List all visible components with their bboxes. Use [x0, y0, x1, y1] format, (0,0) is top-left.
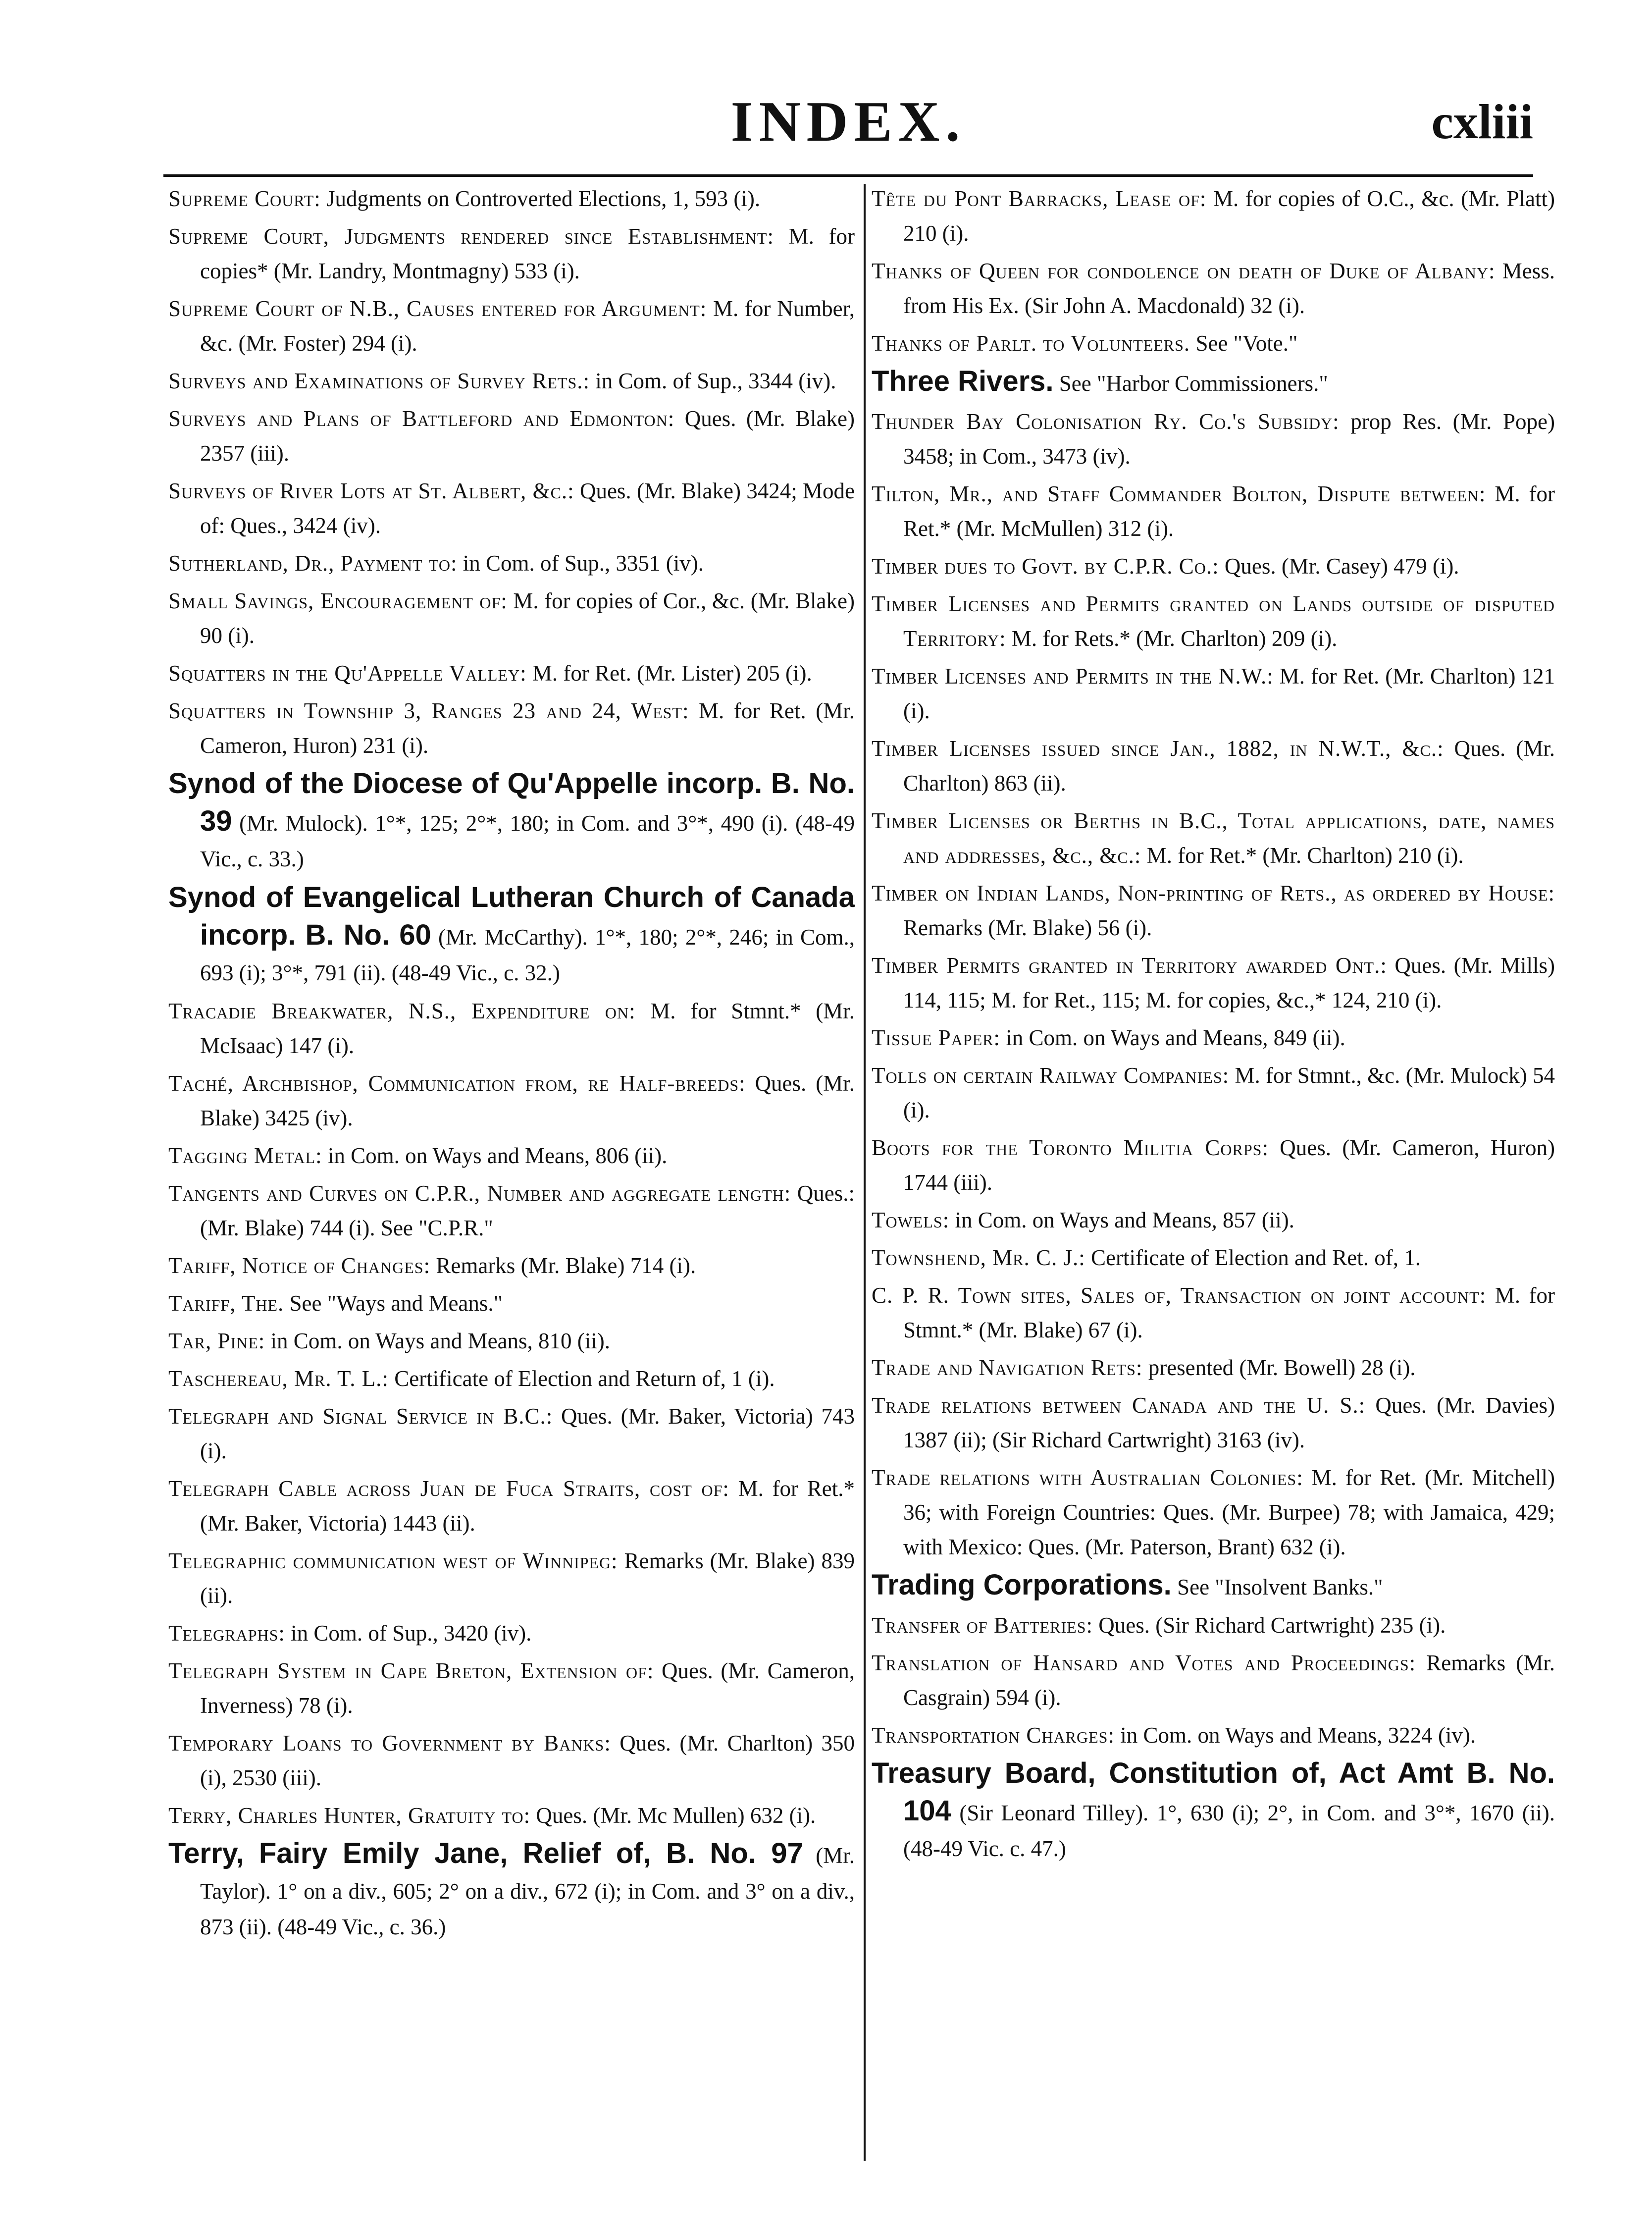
entry-detail: Ques. (Mr. Charlton) 863 (ii).: [903, 736, 1555, 796]
entry-heading: Townshend, Mr. C. J.:: [872, 1245, 1085, 1270]
entry-heading: Transfer of Batteries:: [872, 1613, 1093, 1638]
entry-heading: Tête du Pont Barracks, Lease of:: [872, 186, 1207, 211]
entry-heading: Tissue Paper:: [872, 1025, 1000, 1050]
entry-detail: Remarks (Mr. Blake) 839 (ii).: [200, 1548, 855, 1608]
entry-detail: Ques. (Mr. Blake) 2357 (iii).: [200, 406, 855, 466]
index-entry: [872, 586, 1555, 656]
index-entry: [872, 659, 1555, 728]
entry-detail: See "Insolvent Banks.": [1171, 1575, 1383, 1599]
index-entry: [168, 1248, 855, 1283]
entry-heading: Supreme Court, Judgments rendered since Establishment:: [168, 224, 774, 249]
entry-heading: Supreme Court:: [168, 186, 321, 211]
entry-heading: Temporary Loans to Government by Banks:: [168, 1731, 611, 1756]
index-entry: [168, 1544, 855, 1613]
entry-heading: Tolls on certain Railway Companies:: [872, 1063, 1230, 1088]
entry-detail: Ques. (Mr. Baker, Victoria) 743 (i).: [200, 1404, 855, 1463]
index-entry: [168, 1066, 855, 1135]
entry-heading: Timber Licenses and Permits in the N.W.:: [872, 664, 1274, 689]
entry-heading: Taschereau, Mr. T. L.:: [168, 1366, 389, 1391]
index-entry: [168, 994, 855, 1063]
entry-detail: M. for copies* (Mr. Landry, Montmagny) 533 (i).: [200, 224, 855, 283]
entry-detail: Ques. (Sir Richard Cartwright) 235 (i).: [1093, 1613, 1446, 1638]
entry-detail: Certificate of Election and Ret. of, 1.: [1085, 1245, 1421, 1270]
page-title: INDEX.: [730, 90, 966, 154]
entry-detail: M. for Ret. (Mr. Mitchell) 36; with Foreign Countries: Ques. (Mr. Burpee) 78; with Jamaica, 429; with Mexico: Ques. (Mr. Paterson, Brant) 632 (i).: [903, 1465, 1555, 1559]
entry-detail: Ques. (Mr. Blake) 3424; Mode of: Ques., 3424 (iv).: [200, 479, 855, 538]
entry-heading: Squatters in the Qu'Appelle Valley:: [168, 661, 527, 686]
entry-heading: Tar, Pine:: [168, 1329, 265, 1353]
entry-detail: Judgments on Controverted Elections, 1, 593 (i).: [320, 186, 761, 211]
index-entry: [872, 181, 1555, 251]
entry-detail: Remarks (Mr. Blake) 714 (i).: [430, 1253, 696, 1278]
entry-detail: M. for Stmnt., &c. (Mr. Mulock) 54 (i).: [903, 1063, 1555, 1122]
index-entry: [872, 1058, 1555, 1127]
index-entry: [168, 291, 855, 361]
entry-detail: (Mr. McCarthy). 1°*, 180; 2°*, 246; in Com., 693 (i); 3°*, 791 (ii). (48-49 Vic., c. 32.): [200, 925, 855, 985]
index-entry: [168, 364, 855, 398]
entry-detail: See "Vote.": [1190, 331, 1298, 356]
index-entry: [168, 656, 855, 691]
entry-heading: Tariff, Notice of Changes:: [168, 1253, 431, 1278]
entry-heading: Small Savings, Encouragement of:: [168, 588, 508, 613]
index-entry: [872, 549, 1555, 584]
entry-detail: in Com. on Ways and Means, 810 (ii).: [265, 1329, 611, 1353]
index-entry: [872, 948, 1555, 1017]
index-entry: [168, 1286, 855, 1321]
entry-heading: Towels:: [872, 1208, 950, 1232]
index-entry: [872, 404, 1555, 474]
entry-detail: in Com. on Ways and Means, 3224 (iv).: [1114, 1723, 1476, 1748]
entry-detail: Ques. (Mr. Cameron, Inverness) 78 (i).: [200, 1658, 855, 1718]
entry-detail: Ques.: (Mr. Blake) 744 (i). See "C.P.R.": [200, 1181, 855, 1240]
entry-detail: M. for copies of O.C., &c. (Mr. Platt) 210 (i).: [903, 186, 1555, 246]
index-entry: [168, 219, 855, 288]
index-entry: [168, 1653, 855, 1723]
entry-detail: (Mr. Taylor). 1° on a div., 605; 2° on a div., 672 (i); in Com. and 3° on a div., 873 (ii). (48-49 Vic., c. 36.): [200, 1843, 855, 1939]
index-entry: [872, 1460, 1555, 1564]
index-entry: [168, 474, 855, 543]
entry-heading: Synod of the Diocese of Qu'Appelle incorp. B. No. 39: [168, 767, 855, 837]
entry-detail: (Sir Leonard Tilley). 1°, 630 (i); 2°, in Com. and 3°*, 1670 (ii). (48-49 Vic. c. 47.): [903, 1801, 1555, 1861]
entry-detail: M. for copies of Cor., &c. (Mr. Blake) 90 (i).: [200, 588, 855, 648]
entry-detail: M. for Ret.* (Mr. McMullen) 312 (i).: [903, 481, 1555, 541]
entry-detail: M. for Ret. (Mr. Cameron, Huron) 231 (i).: [200, 698, 855, 758]
index-entry: [168, 1798, 855, 1833]
index-entry: [168, 584, 855, 653]
entry-heading: Thanks of Queen for condolence on death of Duke of Albany:: [872, 259, 1496, 283]
index-entry: [872, 1350, 1555, 1385]
entry-heading: Thunder Bay Colonisation Ry. Co.'s Subsidy:: [872, 409, 1340, 434]
index-entry: [168, 1176, 855, 1245]
entry-detail: in Com. on Ways and Means, 806 (ii).: [322, 1143, 668, 1168]
entry-heading: Three Rivers.: [872, 365, 1054, 397]
index-entry: [872, 1388, 1555, 1457]
index-entry: [168, 766, 855, 877]
index-entry: [168, 693, 855, 763]
entry-detail: in Com. of Sup., 3344 (iv).: [590, 369, 836, 393]
entry-heading: Taché, Archbishop, Communication from, re Half-breeds:: [168, 1071, 746, 1096]
index-entry: [872, 1020, 1555, 1055]
index-entry: [168, 1399, 855, 1468]
entry-heading: Timber Licenses or Berths in B.C., Total applications, date, names and addresses, &c., &c.:: [872, 808, 1555, 868]
entry-heading: Timber Licenses issued since Jan., 1882, in N.W.T., &c.:: [872, 736, 1444, 761]
entry-detail: presented (Mr. Bowell) 28 (i).: [1142, 1355, 1416, 1380]
index-entry: [872, 731, 1555, 800]
entry-detail: in Com. of Sup., 3420 (iv).: [285, 1621, 532, 1646]
entry-detail: in Com. on Ways and Means, 849 (ii).: [1000, 1025, 1345, 1050]
page-number: cxliii: [1431, 94, 1533, 149]
entry-detail: See "Ways and Means.": [284, 1291, 503, 1316]
entry-detail: M. for Ret.* (Mr. Charlton) 210 (i).: [1141, 843, 1464, 868]
entry-detail: (Mr. Mulock). 1°*, 125; 2°*, 180; in Com. and 3°*, 490 (i). (48-49 Vic., c. 33.): [200, 811, 855, 871]
entry-heading: Terry, Fairy Emily Jane, Relief of, B. No. 97: [168, 1837, 803, 1869]
entry-heading: Trade relations with Australian Colonies:: [872, 1465, 1303, 1490]
entry-heading: Translation of Hansard and Votes and Proceedings:: [872, 1650, 1416, 1675]
entry-heading: Trade and Navigation Rets:: [872, 1355, 1143, 1380]
entry-heading: Sutherland, Dr., Payment to:: [168, 551, 458, 576]
entry-detail: Mess. from His Ex. (Sir John A. Macdonald) 32 (i).: [903, 259, 1555, 318]
index-entry: [872, 1240, 1555, 1275]
entry-heading: Surveys and Examinations of Survey Rets.:: [168, 369, 590, 393]
index-entry: [168, 1471, 855, 1541]
entry-detail: M. for Ret.* (Mr. Baker, Victoria) 1443 (ii).: [200, 1476, 855, 1536]
entry-detail: Ques. (Mr. Casey) 479 (i).: [1219, 554, 1459, 579]
entry-detail: Ques. (Mr. Davies) 1387 (ii); (Sir Richard Cartwright) 3163 (iv).: [903, 1393, 1555, 1452]
entry-heading: Tracadie Breakwater, N.S., Expenditure on:: [168, 999, 636, 1023]
entry-detail: in Com. on Ways and Means, 857 (ii).: [949, 1208, 1294, 1232]
entry-detail: M. for Ret. (Mr. Charlton) 121 (i).: [903, 664, 1555, 723]
index-entry: [168, 1616, 855, 1650]
entry-detail: Remarks (Mr. Blake) 56 (i).: [903, 915, 1152, 940]
entry-detail: See "Harbor Commissioners.": [1053, 371, 1328, 396]
entry-heading: Thanks of Parlt. to Volunteers.: [872, 331, 1190, 356]
entry-detail: M. for Number, &c. (Mr. Foster) 294 (i).: [200, 296, 855, 356]
left-column: [168, 181, 855, 2168]
index-entry: [872, 876, 1555, 945]
entry-detail: in Com. of Sup., 3351 (iv).: [457, 551, 704, 576]
entry-detail: M. for Ret. (Mr. Lister) 205 (i).: [526, 661, 812, 686]
column-divider: [864, 184, 866, 2161]
index-entry: [872, 364, 1555, 401]
entry-heading: Treasury Board, Constitution of, Act Amt B. No. 104: [872, 1757, 1555, 1827]
entry-heading: C. P. R. Town sites, Sales of, Transaction on joint account:: [872, 1283, 1487, 1308]
entry-heading: Terry, Charles Hunter, Gratuity to:: [168, 1803, 531, 1828]
entry-heading: Timber Licenses and Permits granted on Lands outside of disputed Territory:: [872, 591, 1555, 651]
entry-heading: Telegraphic communication west of Winnipeg:: [168, 1548, 618, 1573]
entry-heading: Surveys and Plans of Battleford and Edmonton:: [168, 406, 675, 431]
entry-heading: Telegraph System in Cape Breton, Extension of:: [168, 1658, 654, 1683]
index-entry: [872, 1278, 1555, 1347]
index-entry: [168, 1138, 855, 1173]
entry-heading: Squatters in Township 3, Ranges 23 and 24, West:: [168, 698, 689, 723]
entry-heading: Tilton, Mr., and Staff Commander Bolton, Dispute between:: [872, 481, 1486, 506]
index-entry: [872, 1567, 1555, 1605]
entry-heading: Timber on Indian Lands, Non-printing of Rets., as ordered by House:: [872, 881, 1555, 905]
header-rule: [163, 174, 1533, 177]
entry-detail: Ques. (Mr. Mc Mullen) 632 (i).: [530, 1803, 816, 1828]
index-entry: [872, 1646, 1555, 1715]
index-entry: [872, 1203, 1555, 1237]
index-entry: [168, 546, 855, 581]
entry-heading: Surveys of River Lots at St. Albert, &c.:: [168, 479, 574, 503]
entry-detail: M. for Stmnt.* (Mr. McIsaac) 147 (i).: [200, 999, 855, 1058]
right-column: [872, 181, 1555, 2168]
index-entry: [872, 1130, 1555, 1200]
entry-heading: Trading Corporations.: [872, 1569, 1172, 1601]
entry-detail: Ques. (Mr. Blake) 3425 (iv).: [200, 1071, 855, 1130]
entry-detail: prop Res. (Mr. Pope) 3458; in Com., 3473 (iv).: [903, 409, 1555, 469]
entry-heading: Supreme Court of N.B., Causes entered for Argument:: [168, 296, 707, 321]
index-entry: [168, 1726, 855, 1795]
index-entry: [872, 1608, 1555, 1643]
entry-heading: Timber Permits granted in Territory awarded Ont.:: [872, 953, 1387, 978]
index-entry: [872, 1718, 1555, 1753]
entry-detail: Ques. (Mr. Mills) 114, 115; M. for Ret., 115; M. for copies, &c.,* 124, 210 (i).: [903, 953, 1555, 1012]
entry-detail: M. for Rets.* (Mr. Charlton) 209 (i).: [1006, 626, 1338, 651]
entry-heading: Telegraphs:: [168, 1621, 285, 1646]
index-entry: [168, 880, 855, 991]
entry-heading: Telegraph Cable across Juan de Fuca Straits, cost of:: [168, 1476, 729, 1501]
entry-detail: Ques. (Mr. Cameron, Huron) 1744 (iii).: [903, 1135, 1555, 1195]
entry-heading: Tariff, The.: [168, 1291, 284, 1316]
entry-heading: Transportation Charges:: [872, 1723, 1115, 1748]
entry-detail: Remarks (Mr. Casgrain) 594 (i).: [903, 1650, 1555, 1710]
index-entry: [872, 1756, 1555, 1866]
page-header: [163, 89, 1533, 178]
index-entry: [872, 326, 1555, 361]
index-entry: [168, 181, 855, 216]
index-entry: [168, 1836, 855, 1945]
entry-heading: Telegraph and Signal Service in B.C.:: [168, 1404, 553, 1429]
entry-heading: Timber dues to Govt. by C.P.R. Co.:: [872, 554, 1219, 579]
index-entry: [872, 803, 1555, 873]
entry-heading: Trade relations between Canada and the U. S.:: [872, 1393, 1366, 1418]
index-entry: [168, 1361, 855, 1396]
entry-heading: Tangents and Curves on C.P.R., Number and aggregate length:: [168, 1181, 791, 1206]
entry-detail: M. for Stmnt.* (Mr. Blake) 67 (i).: [903, 1283, 1555, 1342]
entry-heading: Boots for the Toronto Militia Corps:: [872, 1135, 1269, 1160]
entry-detail: Ques. (Mr. Charlton) 350 (i), 2530 (iii).: [200, 1731, 855, 1790]
entry-detail: Certificate of Election and Return of, 1 (i).: [388, 1366, 775, 1391]
entry-heading: Tagging Metal:: [168, 1143, 322, 1168]
index-entry: [872, 254, 1555, 323]
index-entry: [168, 401, 855, 471]
entry-heading: Synod of Evangelical Lutheran Church of Canada incorp. B. No. 60: [168, 881, 855, 951]
index-entry: [168, 1324, 855, 1358]
index-entry: [872, 477, 1555, 546]
